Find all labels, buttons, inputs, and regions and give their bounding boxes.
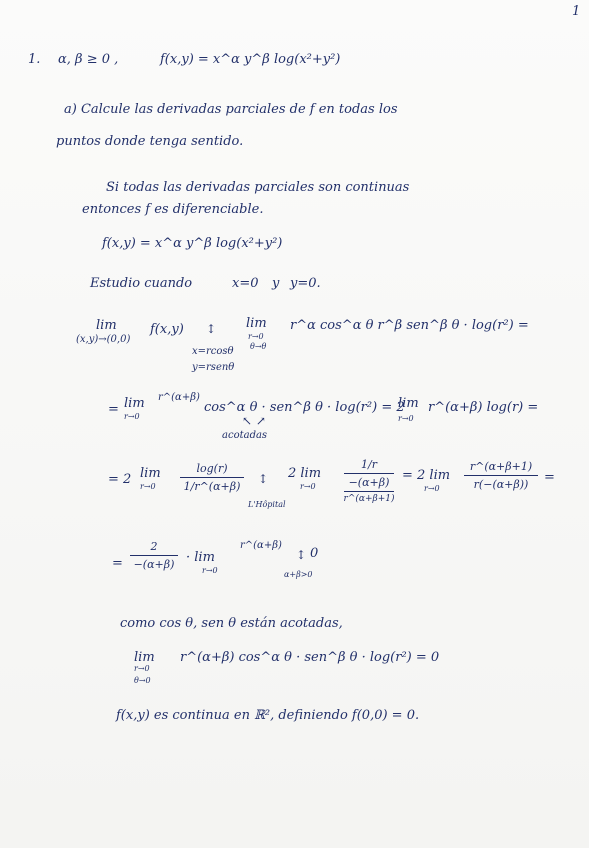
limit3-lim: lim (140, 466, 161, 481)
problem-function: f(x,y) = x^α y^β log(x²+y²) (160, 52, 341, 67)
limit3-sub3: r→0 (424, 484, 440, 493)
limit2-rpow: r^(α+β) (158, 392, 200, 403)
conclusion-line1: como cos θ, sen θ están acotadas, (120, 616, 343, 631)
conclusion-expr: r^(α+β) cos^α θ · sen^β θ · log(r²) = 0 (180, 650, 440, 665)
down-arrow-icon: ↕ (206, 322, 217, 336)
limit3-end: = (544, 470, 555, 485)
frac1-den: 1/r^(α+β) (183, 480, 241, 493)
page-number: 1 (572, 4, 581, 19)
frac1-bar (180, 477, 244, 478)
limit3-eq3: = 2 lim (402, 468, 451, 483)
limit1-sub-y: y=rsenθ (192, 362, 235, 373)
part-a-line2: puntos donde tenga sentido. (56, 134, 244, 149)
limit3-eq: = 2 (108, 472, 132, 487)
problem-condition: α, β ≥ 0 , (58, 52, 119, 67)
fraction-2 (344, 458, 394, 504)
conclusion-sub1: r→0 (134, 664, 150, 673)
function-restate: f(x,y) = x^α y^β log(x²+y²) (102, 236, 283, 251)
up-arrow-icon: ↖ ↗ (242, 414, 266, 428)
frac3-den: r(−(α+β)) (473, 478, 529, 491)
bleed-through-text (120, 36, 124, 50)
limit4-rpow: r^(α+β) (240, 540, 282, 551)
limit2-rhs: r^(α+β) log(r) = (428, 400, 539, 415)
limit4-eq: = (112, 556, 123, 571)
limit1-rhs: r^α cos^α θ r^β sen^β θ · log(r²) = (290, 318, 529, 333)
lhopital-arrow-icon: ↕ (258, 472, 269, 486)
frac4-bar (130, 555, 178, 556)
limit1-sub2: r→0 (248, 332, 264, 341)
limit3-lim2: 2 lim (288, 466, 322, 481)
frac2-bar2 (344, 491, 394, 492)
frac4-den: −(α+β) (133, 558, 175, 571)
conclusion-lim: lim (134, 650, 155, 665)
frac2-den-b: r^(α+β+1) (343, 494, 395, 504)
limit3-sub: r→0 (140, 482, 156, 491)
limit-arrow-icon: ↕ (296, 548, 307, 562)
limit2-eq: = (108, 402, 119, 417)
lhopital-label: L'Hôpital (248, 500, 286, 509)
frac2-num: 1/r (361, 458, 377, 471)
conclusion-final: f(x,y) es continua en ℝ², definiendo f(0,0) = 0. (116, 708, 420, 723)
limit2-lim: lim (124, 396, 145, 411)
conclusion-sub2: θ→0 (134, 676, 151, 685)
limit1-lim2: lim (246, 316, 267, 331)
frac2-bar (344, 473, 394, 474)
limit2-lim-b: lim (398, 396, 419, 411)
limit1-lim: lim (96, 318, 117, 333)
limit3-sub2: r→0 (300, 482, 316, 491)
limit1-sub-x: x=rcosθ (192, 346, 234, 357)
frac2-den-a: −(α+β) (348, 476, 390, 489)
fraction-3 (464, 460, 538, 491)
limit2-note: acotadas (222, 430, 268, 441)
study-text: Estudio cuando (90, 276, 193, 291)
fraction-4 (130, 540, 178, 571)
limit4-lim: · lim (186, 550, 215, 565)
limit4-cond: α+β>0 (284, 570, 313, 579)
limit1-sub2b: θ→θ (250, 342, 267, 351)
study-cond-y: y=0. (290, 276, 321, 291)
part-a-line1: a) Calcule las derivadas parciales de f en todas los (64, 102, 398, 117)
limit1-sub: (x,y)→(0,0) (76, 334, 131, 345)
study-cond-x: x=0 (232, 276, 259, 291)
limit2-sub-b: r→0 (398, 414, 414, 423)
frac4-num: 2 (150, 540, 158, 553)
frac3-bar (464, 475, 538, 476)
limit1-expr: f(x,y) (150, 322, 184, 337)
frac1-num: log(r) (196, 462, 228, 475)
limit4-result: 0 (310, 546, 319, 561)
para1-line2: entonces f es diferenciable. (82, 202, 264, 217)
problem-number: 1. (28, 52, 41, 67)
fraction-1 (180, 462, 244, 493)
frac3-num: r^(α+β+1) (469, 460, 533, 473)
limit2-expr: cos^α θ · sen^β θ · log(r²) = 2 (204, 400, 405, 415)
limit2-sub: r→0 (124, 412, 140, 421)
study-conj: y (272, 276, 280, 291)
para1-line1: Si todas las derivadas parciales son continuas (106, 180, 410, 195)
limit4-sub: r→0 (202, 566, 218, 575)
